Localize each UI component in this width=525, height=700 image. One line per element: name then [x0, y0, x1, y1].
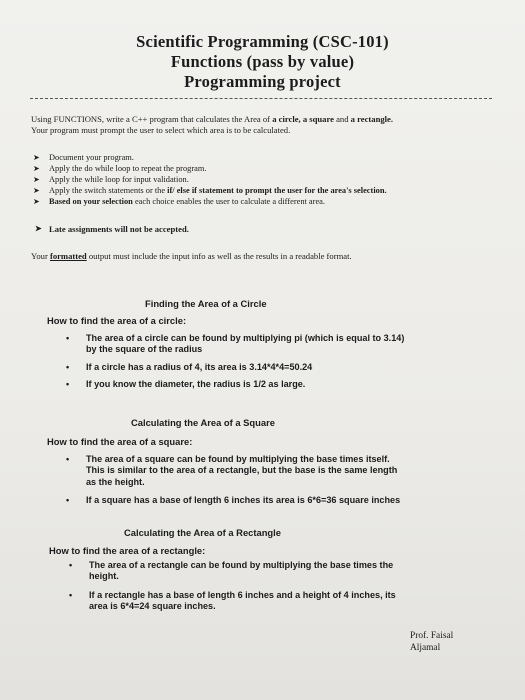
late-policy-text: Late assignments will not be accepted. — [49, 224, 189, 234]
rectangle-section-title: Calculating the Area of a Rectangle — [124, 527, 281, 538]
requirement-text: Apply the do while loop to repeat the program. — [49, 164, 207, 173]
requirement-text: each choice enables the user to calculate a different area. — [132, 197, 325, 206]
square-bullet-text: If a square has a base of length 6 inches its area is 6*6=36 square inches — [86, 495, 401, 506]
circle-bullets — [66, 333, 406, 391]
circle-bullet-text: The area of a circle can be found by multiplying pi (which is equal to 3.14) by the square of the radius — [86, 333, 405, 355]
intro-line-2: Your program must prompt the user to select which area is to be calculated. — [31, 125, 291, 135]
requirement-item — [31, 185, 501, 196]
bullet-dot-icon: • — [69, 560, 73, 570]
arrow-bullet-icon: ➤ — [33, 186, 40, 195]
project-title: Programming project — [184, 72, 341, 91]
square-bullet — [66, 454, 406, 488]
circle-question: How to find the area of a circle: — [47, 315, 187, 326]
arrow-bullet-icon: ➤ — [33, 197, 40, 206]
bullet-dot-icon: • — [66, 379, 70, 390]
requirement-bold-text: if/ else if statement to prompt the user for the area's selection. — [167, 186, 387, 195]
topic-title: Functions (pass by value) — [170, 52, 355, 71]
requirement-item — [31, 152, 501, 163]
requirement-item — [31, 196, 501, 207]
rectangle-bullet — [69, 590, 414, 613]
dashed-divider — [30, 98, 492, 99]
document-header — [0, 32, 525, 92]
course-title: Scientific Programming (CSC-101) — [136, 32, 389, 51]
rectangle-bullet — [69, 560, 414, 583]
intro-text-a: Using FUNCTIONS, write a C++ program that calculates the Area of — [31, 114, 273, 124]
requirement-bold-text: Based on your selection — [49, 197, 133, 206]
output-note — [31, 251, 501, 262]
signature-line-1: Prof. Faisal — [410, 631, 454, 641]
instructor-signature — [410, 631, 490, 654]
circle-bullet-text: If a circle has a radius of 4, its area is 3.14*4*4=50.24 — [86, 361, 313, 372]
intro-bold-b: a rectangle. — [350, 114, 393, 124]
signature-line-2: Aljamal — [410, 642, 441, 653]
arrow-bullet-icon: ➤ — [33, 164, 40, 173]
requirement-item — [31, 174, 501, 185]
square-section-title: Calculating the Area of a Square — [131, 417, 275, 428]
arrow-bullet-icon: ➤ — [33, 175, 40, 184]
requirement-item — [31, 163, 501, 174]
square-question: How to find the area of a square: — [47, 436, 193, 447]
rectangle-bullets — [69, 560, 414, 613]
circle-bullet — [66, 333, 406, 356]
intro-line-1 — [31, 114, 501, 125]
circle-bullet — [66, 362, 406, 373]
output-note-pre: Your — [31, 251, 50, 261]
square-bullets — [66, 454, 406, 507]
circle-bullet-text: If you know the diameter, the radius is 1/2 as large. — [86, 379, 306, 390]
bullet-dot-icon: • — [66, 333, 70, 343]
rectangle-bullet-text: If a rectangle has a base of length 6 inches and a height of 4 inches, its area is 6*4=24 square inches. — [89, 589, 396, 612]
requirement-text: Apply the switch statements or the — [49, 186, 168, 195]
intro-text-and: and — [333, 114, 351, 124]
square-bullet — [66, 495, 406, 506]
late-policy — [33, 224, 519, 234]
square-bullet-text: The area of a square can be found by multiplying the base times itself. This is similar to the area of a rectangle, but the base is the same length as the height. — [86, 454, 398, 487]
requirement-text: Document your program. — [49, 153, 134, 162]
arrow-bullet-icon: ➤ — [35, 224, 42, 233]
output-note-emphasis: formatted — [49, 251, 87, 261]
rectangle-bullet-text: The area of a rectangle can be found by multiplying the base times the height. — [89, 560, 394, 582]
intro-bold-a: a circle, a square — [272, 114, 334, 124]
bullet-dot-icon: • — [66, 361, 70, 372]
requirement-text: Apply the while loop for input validation. — [49, 175, 189, 184]
output-note-post: output must include the input info as well as the results in a readable format. — [86, 251, 352, 261]
intro-paragraph — [31, 114, 501, 136]
arrow-bullet-icon: ➤ — [33, 153, 40, 162]
bullet-dot-icon: • — [69, 589, 73, 600]
circle-bullet — [66, 379, 406, 390]
rectangle-question: How to find the area of a rectangle: — [49, 545, 206, 556]
circle-section-title: Finding the Area of a Circle — [145, 298, 267, 309]
requirements-list — [31, 152, 501, 207]
bullet-dot-icon: • — [66, 454, 70, 464]
bullet-dot-icon: • — [66, 495, 70, 506]
